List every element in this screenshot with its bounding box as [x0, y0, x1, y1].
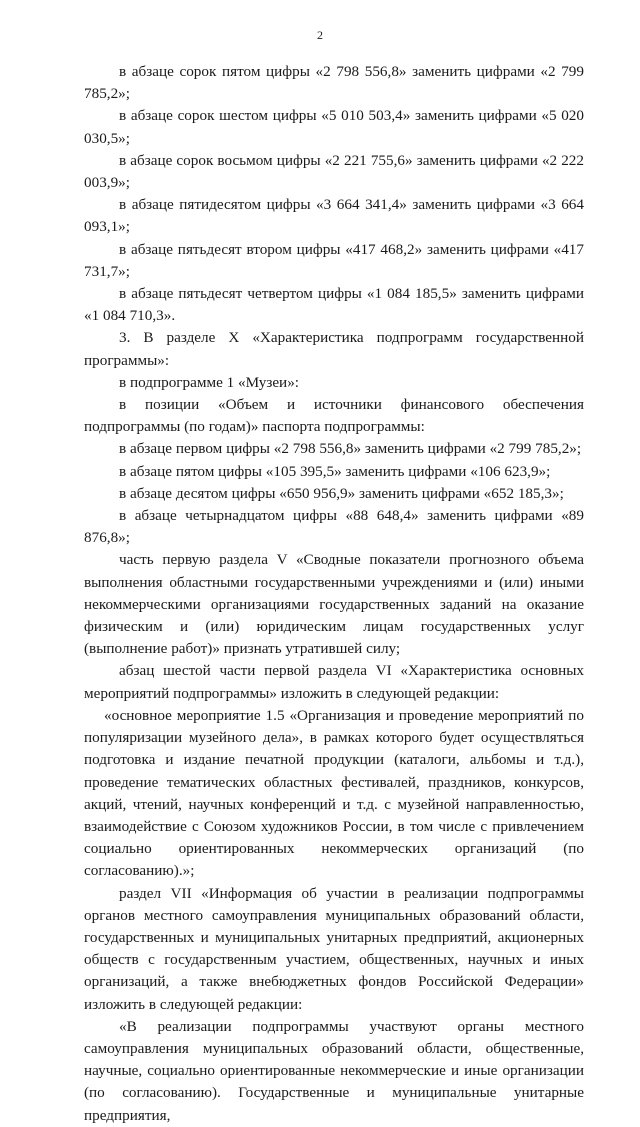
paragraph: абзац шестой части первой раздела VI «Характеристика основных мероприятий подпрограммы» изложить в следующей редакции: — [84, 662, 584, 702]
page-number: 2 — [317, 28, 323, 42]
paragraph: в абзаце пятидесятом цифры «3 664 341,4» заменить цифрами «3 664 093,1»; — [84, 196, 584, 236]
paragraph: «основное мероприятие 1.5 «Организация и проведение мероприятий по популяризации музейного дела», в рамках которого будет осуществляться подготовка и издание печатной продукции (каталоги, альбомы и т.д.), проведение тематических областных фестивалей, праздников, конкурсов, акций, чтений, научных конференций и т.д. с музейной направленностью, взаимодействие с Союзом художников России, в том числе с привлечением социально ориентированных некоммерческих организаций (по согласованию).»; — [84, 706, 584, 880]
paragraph: в позиции «Объем и источники финансового обеспечения подпрограммы (по годам)» паспорта подпрограммы: — [84, 396, 584, 436]
document-body — [84, 61, 584, 1127]
paragraph: в абзаце сорок шестом цифры «5 010 503,4» заменить цифрами «5 020 030,5»; — [84, 107, 584, 147]
paragraph: в абзаце сорок пятом цифры «2 798 556,8» заменить цифрами «2 799 785,2»; — [84, 63, 584, 103]
paragraph: в абзаце пятом цифры «105 395,5» заменить цифрами «106 623,9»; — [119, 462, 551, 480]
paragraph: в абзаце пятьдесят четвертом цифры «1 084 185,5» заменить цифрами «1 084 710,3». — [84, 285, 584, 325]
paragraph: в абзаце пятьдесят втором цифры «417 468,2» заменить цифрами «417 731,7»; — [84, 240, 584, 280]
paragraph: в абзаце десятом цифры «650 956,9» заменить цифрами «652 185,3»; — [119, 484, 564, 502]
paragraph: раздел VII «Информация об участии в реализации подпрограммы органов местного самоуправления муниципальных образований области, государственных и муниципальных унитарных предприятий, акционерных обществ с государственным участием, общественных, научных и иных организаций, а также внебюджетных фондов Российской Федерации» изложить в следующей редакции: — [84, 884, 584, 1013]
paragraph: в абзаце первом цифры «2 798 556,8» заменить цифрами «2 799 785,2»; — [119, 440, 582, 458]
paragraph: «В реализации подпрограммы участвуют органы местного самоуправления муниципальных образований области, общественные, научные, социально ориентированные некоммерческие и иные организации (по согласованию). Государственные и муниципальные унитарные предприятия, — [84, 1017, 584, 1124]
paragraph: в подпрограмме 1 «Музеи»: — [119, 373, 300, 391]
paragraph: в абзаце четырнадцатом цифры «88 648,4» заменить цифрами «89 876,8»; — [84, 507, 584, 547]
paragraph: в абзаце сорок восьмом цифры «2 221 755,6» заменить цифрами «2 222 003,9»; — [84, 151, 584, 192]
section-heading: 3. В разделе X «Характеристика подпрограмм государственной программы»: — [84, 329, 584, 369]
paragraph: часть первую раздела V «Сводные показатели прогнозного объема выполнения областными государственными учреждениями и (или) иными некоммерческими организациями государственных заданий на оказание физическим и (или) юридическим лицам государственных услуг (выполнение работ)» признать утратившей силу; — [84, 551, 584, 658]
